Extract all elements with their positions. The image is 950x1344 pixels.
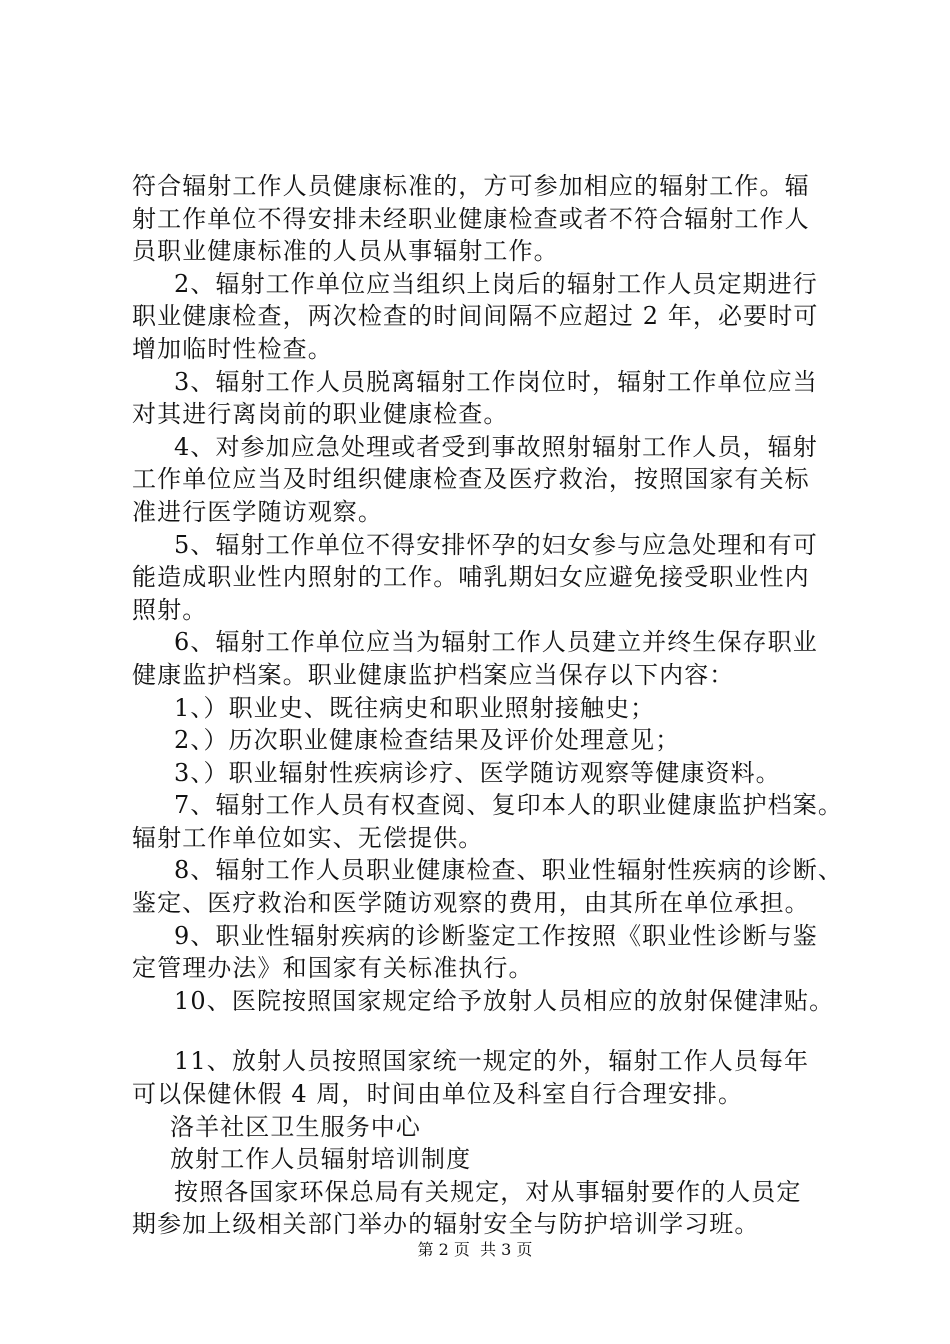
document-body <box>132 170 843 1241</box>
text-line: 照射。 <box>132 595 208 624</box>
text-line: 对其进行离岗前的职业健康检查。 <box>132 400 509 429</box>
section-title: 放射工作人员辐射培训制度 <box>170 1145 472 1174</box>
text-line: 定管理办法》和国家有关标准执行。 <box>132 954 534 983</box>
text-line: 射工作单位不得安排未经职业健康检查或者不符合辐射工作人 <box>132 204 810 233</box>
text-line: 增加临时性检查。 <box>132 334 333 363</box>
text-line: 员职业健康标准的人员从事辐射工作。 <box>132 237 559 266</box>
paragraph-start-line: 10、医院按照国家规定给予放射人员相应的放射保健津贴。 <box>174 986 835 1015</box>
paragraph-start-line: 7、辐射工作人员有权查阅、复印本人的职业健康监护档案。 <box>174 791 843 820</box>
list-item: 2、）历次职业健康检查结果及评价处理意见； <box>174 726 681 755</box>
paragraph-start-line: 9、职业性辐射疾病的诊断鉴定工作按照《职业性诊断与鉴 <box>174 921 818 950</box>
text-line: 可以保健休假 4 周，时间由单位及科室自行合理安排。 <box>132 1080 744 1109</box>
text-line: 鉴定、医疗救治和医学随访观察的费用，由其所在单位承担。 <box>132 889 810 918</box>
text-line: 能造成职业性内照射的工作。哺乳期妇女应避免接受职业性内 <box>132 563 810 592</box>
paragraph-start-line: 6、辐射工作单位应当为辐射工作人员建立并终生保存职业 <box>174 628 818 657</box>
paragraph-start-line: 11、放射人员按照国家统一规定的外，辐射工作人员每年 <box>174 1047 810 1076</box>
text-line: 健康监护档案。职业健康监护档案应当保存以下内容： <box>132 660 735 689</box>
text-line: 工作单位应当及时组织健康检查及医疗救治，按照国家有关标 <box>132 465 810 494</box>
page-number-footer: 第 2 页 共 3 页 <box>417 1240 533 1259</box>
text-line: 职业健康检查，两次检查的时间间隔不应超过 2 年，必要时可 <box>132 302 819 331</box>
text-line: 辐射工作单位如实、无偿提供。 <box>132 823 484 852</box>
paragraph-start-line: 5、辐射工作单位不得安排怀孕的妇女参与应急处理和有可 <box>174 530 818 559</box>
paragraph-start-line: 8、辐射工作人员职业健康检查、职业性辐射性疾病的诊断、 <box>174 856 843 885</box>
text-line: 期参加上级相关部门举办的辐射安全与防护培训学习班。 <box>132 1210 760 1239</box>
text-line: 符合辐射工作人员健康标准的，方可参加相应的辐射工作。辐 <box>132 172 810 200</box>
organization-name: 洛羊社区卫生服务中心 <box>170 1112 421 1141</box>
paragraph-start-line: 2、辐射工作单位应当组织上岗后的辐射工作人员定期进行 <box>174 269 818 298</box>
list-item: 1、）职业史、既往病史和职业照射接触史； <box>174 693 656 722</box>
paragraph-start-line: 4、对参加应急处理或者受到事故照射辐射工作人员，辐射 <box>174 432 818 461</box>
text-line: 准进行医学随访观察。 <box>132 497 383 526</box>
paragraph-start-line: 按照各国家环保总局有关规定，对从事辐射要作的人员定 <box>174 1177 802 1206</box>
list-item: 3、）职业辐射性疾病诊疗、医学随访观察等健康资料。 <box>174 758 781 787</box>
paragraph-start-line: 3、辐射工作人员脱离辐射工作岗位时，辐射工作单位应当 <box>174 367 818 396</box>
blank-line <box>132 1017 832 1045</box>
